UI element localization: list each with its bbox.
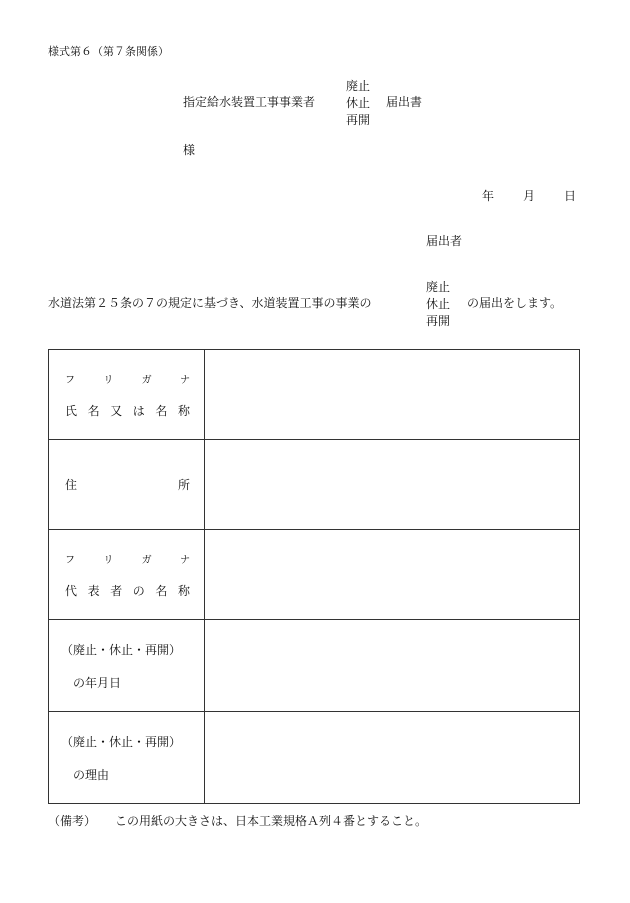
representative-furigana: フ リ ガ ナ — [65, 554, 190, 566]
name-label: 氏 名 又 は 名 称 — [65, 403, 190, 418]
date-label-cell — [49, 620, 205, 712]
statement-option-abolish: 廃止 — [426, 280, 451, 294]
title-option-abolish: 廃止 — [346, 79, 371, 93]
notification-table — [48, 349, 580, 804]
address-value-field[interactable] — [205, 440, 580, 530]
table-row — [49, 440, 580, 530]
statement-options — [426, 279, 450, 330]
effective-date-value-field[interactable] — [205, 620, 580, 712]
statement-suffix: の届出をします。 — [467, 296, 563, 310]
statement-prefix: 水道法第２５条の７の規定に基づき、水道装置工事の事業の — [48, 296, 372, 310]
notifier-label: 届出者 — [426, 234, 463, 248]
table-row — [49, 712, 580, 804]
date-label-line1: （廃止・休止・再開） — [61, 642, 182, 657]
representative-value-field[interactable] — [205, 530, 580, 620]
reason-label-line2: の理由 — [73, 767, 110, 782]
table-row — [49, 620, 580, 712]
table-row — [49, 350, 580, 440]
representative-label-cell — [49, 530, 205, 620]
date-month: 月 — [523, 189, 536, 203]
statement-option-resume: 再開 — [426, 314, 451, 328]
statement-option-suspend: 休止 — [426, 297, 451, 311]
date-year: 年 — [482, 189, 495, 203]
addressee-suffix: 様 — [183, 143, 196, 157]
reason-value-field[interactable] — [205, 712, 580, 804]
form-number: 様式第６（第７条関係） — [48, 45, 169, 58]
reason-label-line1: （廃止・休止・再開） — [61, 734, 182, 749]
name-furigana: フ リ ガ ナ — [65, 374, 190, 386]
reason-label-cell — [49, 712, 205, 804]
date-day: 日 — [564, 189, 577, 203]
date-label-line2: の年月日 — [73, 675, 122, 690]
remarks-text: この用紙の大きさは、日本工業規格Ａ列４番とすること。 — [115, 814, 428, 828]
address-label: 住 所 — [65, 478, 190, 492]
title-option-resume: 再開 — [346, 113, 371, 127]
name-label-cell — [49, 350, 205, 440]
name-value-field[interactable] — [205, 350, 580, 440]
title-option-suspend: 休止 — [346, 96, 371, 110]
address-label-cell — [49, 440, 205, 530]
title-prefix: 指定給水装置工事事業者 — [183, 95, 316, 109]
representative-label: 代 表 者 の 名 称 — [65, 583, 190, 598]
title-suffix: 届出書 — [386, 95, 423, 109]
table-row — [49, 530, 580, 620]
title-options — [346, 78, 370, 129]
remarks-label: （備考） — [48, 814, 97, 828]
